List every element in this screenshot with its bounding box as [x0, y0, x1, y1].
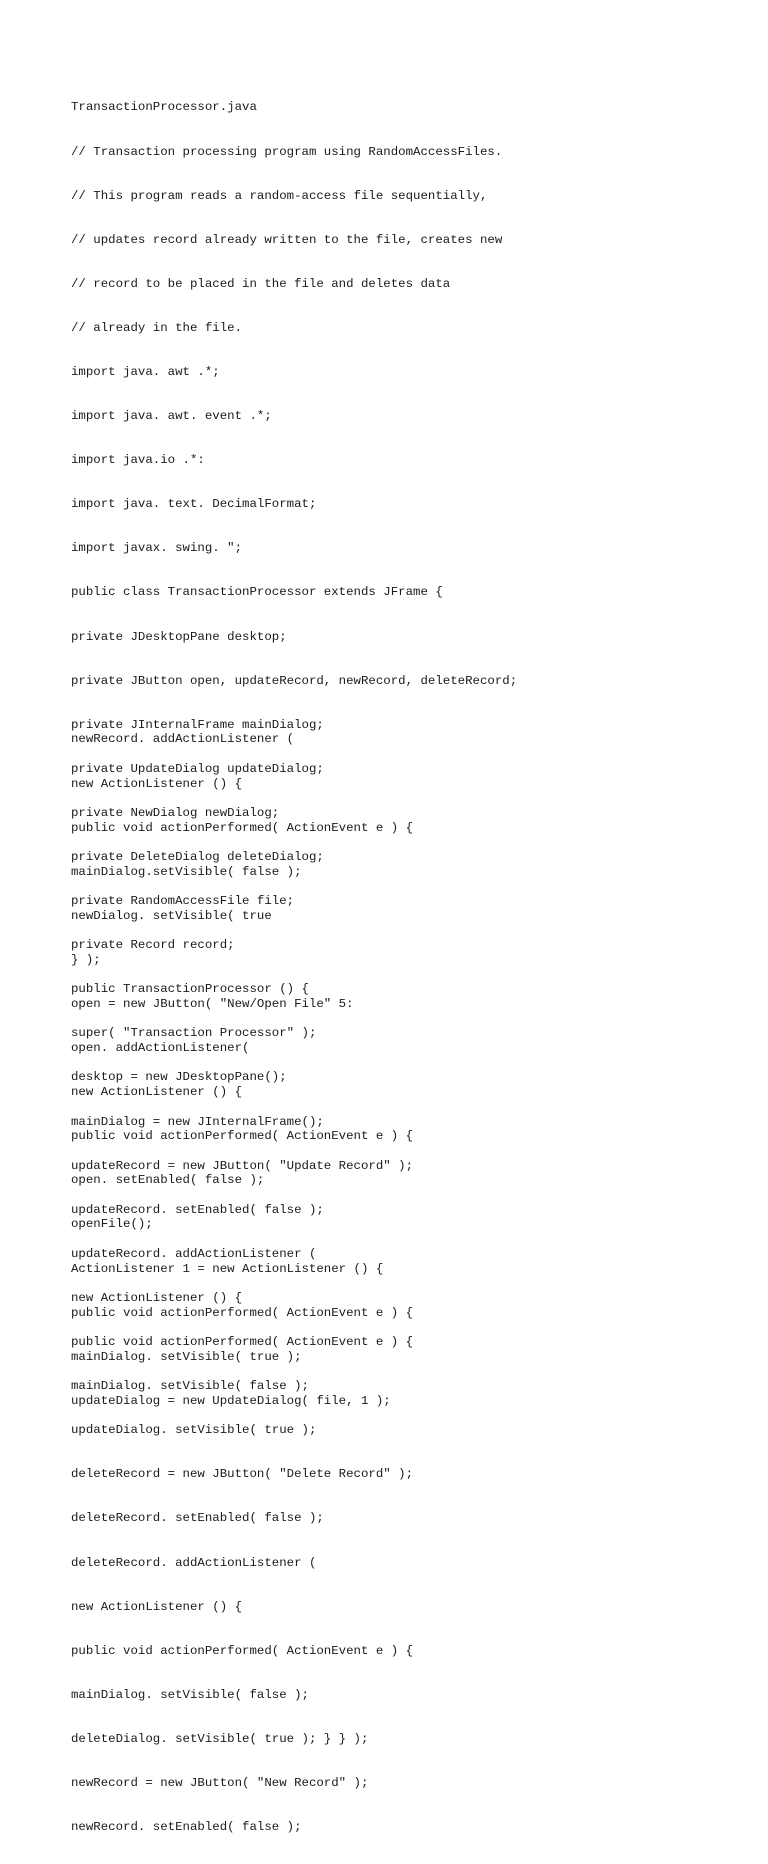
code-line-statement: } ); — [71, 952, 101, 967]
code-line-class-declaration: public class TransactionProcessor extends JFrame { — [71, 585, 443, 600]
code-line-statement: mainDialog. setVisible( false ); — [71, 1379, 309, 1394]
code-line-statement: open. addActionListener( — [71, 1041, 250, 1056]
code-line-statement: newRecord = new JButton( "New Record" ); — [71, 1775, 369, 1790]
code-line-statement: newRecord. addActionListener ( — [71, 732, 295, 747]
code-line-comment: // updates record already written to the file, creates new — [71, 232, 503, 247]
code-line-statement: updateDialog = new UpdateDialog( file, 1 ); — [71, 1393, 391, 1408]
code-line-constructor: public TransactionProcessor () { — [71, 982, 309, 997]
code-line-statement: new ActionListener () { — [71, 1599, 243, 1614]
code-line-field: private Record record; — [71, 938, 235, 953]
code-line-field: private JButton open, updateRecord, newRecord, deleteRecord; — [71, 673, 518, 688]
code-line-field: private JDesktopPane desktop; — [71, 629, 287, 644]
code-line-statement: new ActionListener () { — [71, 1290, 243, 1305]
code-line-statement: new ActionListener () { — [71, 1085, 243, 1100]
code-line-field: private UpdateDialog updateDialog; — [71, 761, 324, 776]
code-line-statement: updateRecord. addActionListener ( — [71, 1246, 317, 1261]
code-block-2 — [71, 703, 413, 1438]
code-line-statement: public void actionPerformed( ActionEvent e ) { — [71, 1335, 414, 1350]
code-line-import: import java.io .*: — [71, 453, 205, 468]
code-line-import: import javax. swing. "; — [71, 541, 243, 556]
code-line-statement: public void actionPerformed( ActionEvent e ) { — [71, 1305, 414, 1320]
code-line-statement: mainDialog = new JInternalFrame(); — [71, 1114, 324, 1129]
code-line-import: import java. awt .*; — [71, 364, 220, 379]
code-line-statement: public void actionPerformed( ActionEvent e ) { — [71, 1129, 414, 1144]
code-line-comment: // Transaction processing program using RandomAccessFiles. — [71, 144, 503, 159]
code-line-statement: openFile(); — [71, 1217, 153, 1232]
code-line-statement: deleteDialog. setVisible( true ); } } ); — [71, 1731, 369, 1746]
code-line-file-name: TransactionProcessor.java — [71, 100, 257, 115]
code-line-statement: super( "Transaction Processor" ); — [71, 1026, 317, 1041]
code-line-statement: mainDialog.setVisible( false ); — [71, 864, 302, 879]
code-line-statement: public void actionPerformed( ActionEvent e ) { — [71, 1643, 414, 1658]
code-line-statement: deleteRecord. addActionListener ( — [71, 1555, 317, 1570]
code-line-statement: public void actionPerformed( ActionEvent e ) { — [71, 820, 414, 835]
code-line-field: private NewDialog newDialog; — [71, 805, 280, 820]
code-line-statement: newRecord. setEnabled( false ); — [71, 1820, 302, 1835]
code-line-statement: deleteRecord. setEnabled( false ); — [71, 1511, 324, 1526]
code-line-import: import java. awt. event .*; — [71, 409, 272, 424]
code-line-statement: desktop = new JDesktopPane(); — [71, 1070, 287, 1085]
code-line-statement: open = new JButton( "New/Open File" 5: — [71, 996, 354, 1011]
code-line-field: private JInternalFrame mainDialog; — [71, 717, 324, 732]
code-line-statement: updateRecord = new JButton( "Update Record" ); — [71, 1158, 414, 1173]
code-line-field: private DeleteDialog deleteDialog; — [71, 850, 324, 864]
code-line-statement: mainDialog. setVisible( true ); — [71, 1349, 302, 1364]
code-line-statement: updateRecord. setEnabled( false ); — [71, 1202, 324, 1217]
code-line-statement: new ActionListener () { — [71, 776, 243, 791]
code-line-comment: // already in the file. — [71, 320, 243, 335]
code-line-statement: open. setEnabled( false ); — [71, 1173, 265, 1188]
code-line-statement: mainDialog. setVisible( false ); — [71, 1687, 309, 1702]
code-line-statement: ActionListener 1 = new ActionListener () { — [71, 1261, 384, 1276]
code-line-field: private RandomAccessFile file; — [71, 894, 295, 909]
code-line-comment: // This program reads a random-access file sequentially, — [71, 188, 488, 203]
code-line-import: import java. text. DecimalFormat; — [71, 497, 317, 512]
code-line-comment: // record to be placed in the file and deletes data — [71, 276, 451, 291]
code-line-statement: newDialog. setVisible( true — [71, 908, 272, 923]
code-line-statement: updateDialog. setVisible( true ); — [71, 1423, 317, 1438]
code-line-statement: deleteRecord = new JButton( "Delete Record" ); — [71, 1467, 414, 1482]
